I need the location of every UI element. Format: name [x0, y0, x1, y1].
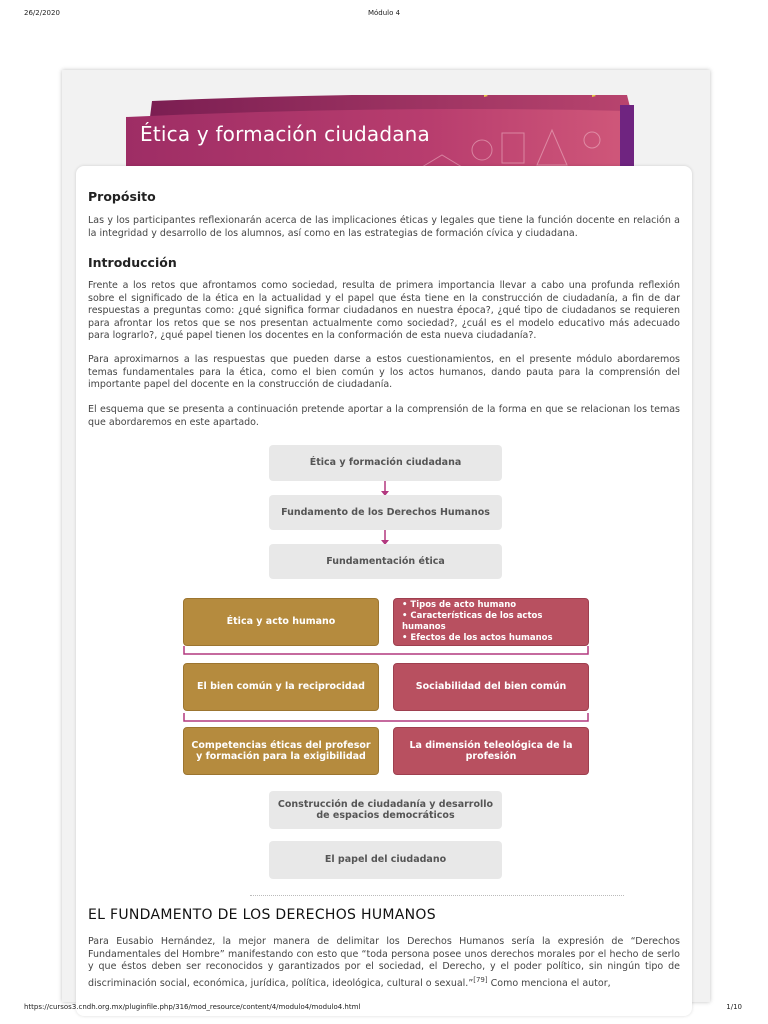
proposito-heading: Propósito: [88, 189, 156, 204]
diagram-box-bien-comun: El bien común y la reciprocidad: [183, 663, 379, 711]
concept-diagram: [176, 440, 596, 886]
fundamento-tail: Como menciona el autor,: [487, 977, 611, 989]
diagram-box-etica-acto: Ética y acto humano: [183, 598, 379, 646]
print-page-number: 1/10: [726, 1003, 742, 1011]
fundamento-text: Para Eusabio Hernández, la mejor manera de delimitar los Derechos Humanos sería la expresión de “Derechos Fundamentales del Hombre” manifestando con esto que “toda persona posee unos derechos morales por el hecho de serlo y que éstos deben ser reconocidos y garantizados por el sociedad, el Derecho, y el poder político, sin ningún tipo de discriminación social, económica, jurídica, política, ideológica, cultural o sexual.”: [88, 936, 680, 989]
section-divider: [250, 895, 624, 896]
diagram-box-competencias: Competencias éticas del profesor y formación para la exigibilidad: [183, 727, 379, 775]
diagram-box-teleologica: La dimensión teleológica de la profesión: [393, 727, 589, 775]
intro-paragraph-2: Para aproximarnos a las respuestas que pueden darse a estos cuestionamientos, en el presente módulo abordaremos temas fundamentales para la ética, como el bien común y los actos humanos, dando pauta para la comprensión del importante papel del docente en la construcción de ciudadanía.: [88, 354, 680, 391]
diagram-box-papel: El papel del ciudadano: [269, 841, 502, 879]
intro-paragraph-1: Frente a los retos que afrontamos como sociedad, resulta de primera importancia llevar a cabo una profunda reflexión sobre el significado de la ética en la actualidad y el papel que ésta tiene en la construcción de ciudadanía, a fin de dar respuestas a preguntas como: ¿qué significa formar ciudadanos en nuestra época?, ¿qué tipo de ciudadanos se requieren para afrontar los retos que se nos presentan actualmente como sociedad?, ¿cuál es el modelo educativo más adecuado para lograrlo?, ¿qué papel tienen los docentes en la conformación de esta nueva ciudadanía?.: [88, 280, 680, 342]
diagram-box-sociabilidad: Sociabilidad del bien común: [393, 663, 589, 711]
diagram-list-item: • Efectos de los actos humanos: [402, 633, 582, 644]
footnote-link[interactable]: [79]: [473, 975, 488, 984]
diagram-list-item: • Tipos de acto humano: [402, 600, 582, 611]
diagram-box-acto-list: [393, 598, 589, 646]
diagram-box-fundamentacion: Fundamentación ética: [269, 544, 502, 579]
print-title: Módulo 4: [367, 9, 401, 17]
diagram-box-etica-formacion: Ética y formación ciudadana: [269, 445, 502, 481]
fundamento-paragraph: [88, 936, 680, 991]
diagram-box-fundamento: Fundamento de los Derechos Humanos: [269, 495, 502, 530]
print-date: 26/2/2020: [24, 9, 60, 17]
print-url: https://cursos3.cndh.org.mx/pluginfile.php/316/mod_resource/content/4/modulo4/modulo4.html: [24, 1003, 361, 1011]
introduccion-heading: Introducción: [88, 255, 177, 270]
proposito-text: Las y los participantes reflexionarán acerca de las implicaciones éticas y legales que tiene la función docente en relación a la integridad y desarrollo de los alumnos, así como en las estrategias de formación cívica y ciudadana.: [88, 215, 680, 239]
intro-paragraph-3: El esquema que se presenta a continuación pretende aportar a la comprensión de la forma en que se relacionan los temas que abordaremos en este apartado.: [88, 404, 680, 428]
banner-title: Ética y formación ciudadana: [140, 122, 431, 146]
fundamento-heading: EL FUNDAMENTO DE LOS DERECHOS HUMANOS: [88, 907, 436, 923]
diagram-box-construccion: Construcción de ciudadanía y desarrollo de espacios democráticos: [269, 791, 502, 829]
diagram-list-item: • Características de los actos humanos: [402, 611, 582, 633]
